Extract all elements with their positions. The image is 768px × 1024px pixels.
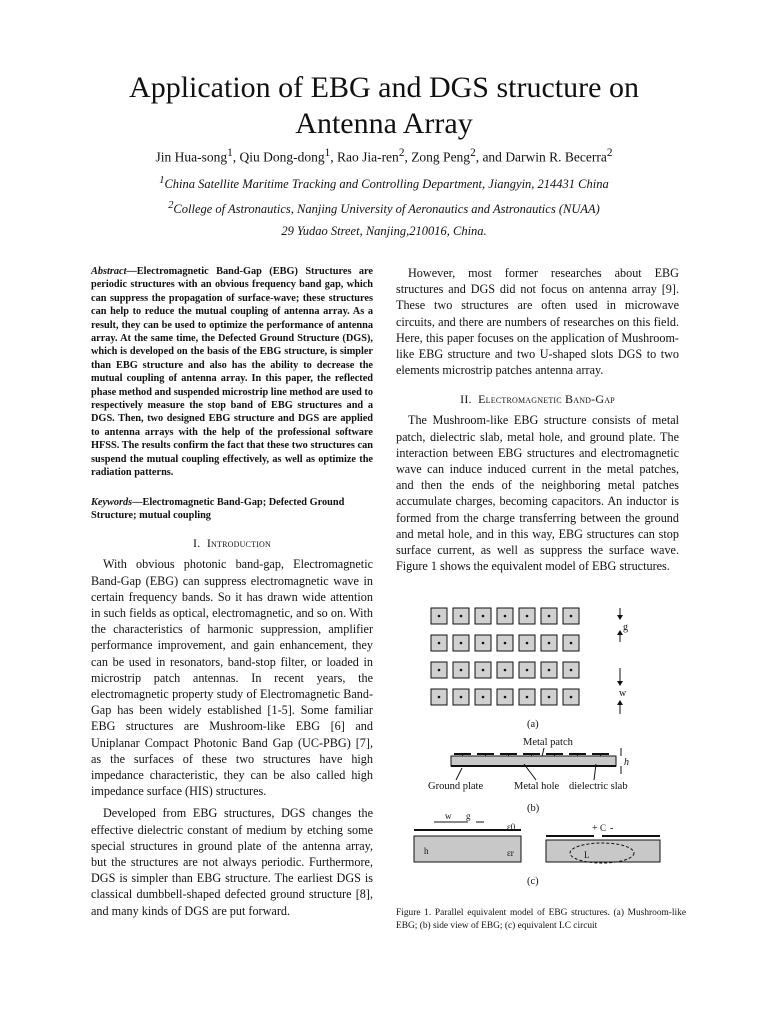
via-dot [548,615,551,618]
label-a: (a) [527,719,539,730]
label-c: (c) [527,876,539,887]
metal-patch-label: Metal patch [523,737,573,748]
affiliation-3 [84,224,684,239]
g-label: g [623,622,628,633]
c-label: C [600,823,607,833]
paragraph: However, most former researches about EBG structures and DGS did not focus on antenna array [9]. These two structures are often used in microwave circuits, and there are numbers of researches on this field. Here, this paper focuses on the application of Mushroom-like EBG structure and two U-shaped slots DGS to two elements microstrip patches antenna array. [396,266,679,378]
author: Darwin R. Becerra [505,149,607,165]
via-dot [460,642,463,645]
figure-1-caption: Figure 1. Parallel equivalent model of EBG structures. (a) Mushroom-like EBG; (b) side view of EBG; (c) equivalent LC circuit [396,908,686,931]
w-label: w [619,688,627,699]
affiliation-sup: 2 [168,200,174,211]
epsr-label: εr [507,848,514,858]
via-dot [482,615,485,618]
g-label-c: g [466,811,471,821]
author: Qiu Dong-dong [239,149,325,165]
label-b: (b) [527,803,540,814]
via-dot [482,642,485,645]
via-dot [526,669,529,672]
dielectric-slab [451,756,616,766]
abstract-lead: Abstract [91,266,127,277]
via-dot [570,615,573,618]
lc-left [414,822,521,862]
w-label-c: w [445,811,452,821]
via-dot [504,615,507,618]
right-column [396,265,679,574]
author-sep: , [404,149,412,165]
via-dot [526,642,529,645]
h-label: h [624,757,629,768]
patch-grid [431,608,579,705]
h-label-c: h [424,846,429,856]
via-dot [570,642,573,645]
keywords-lead: Keywords [91,496,133,508]
via-dot [460,669,463,672]
via-dot [460,615,463,618]
affiliation-2 [84,200,684,217]
metal-hole-label: Metal hole [514,781,560,792]
author-sup: 1 [227,147,233,159]
section-numeral: I. [193,536,201,551]
via-dot [570,669,573,672]
abstract [91,265,373,480]
affiliation-text: China Satellite Maritime Tracking and Controlling Department, Jiangyin, 214431 China [164,177,609,192]
author-sup: 1 [324,147,331,159]
via-dot [504,696,507,699]
author-sup: 2 [470,147,476,159]
author: Zong Peng [411,149,471,165]
via-dot [438,615,441,618]
via-dot [548,696,551,699]
section-title: Introduction [206,536,271,551]
lc-right [546,836,660,863]
via-dot [504,642,507,645]
affiliation-text: 29 Yudao Street, Nanjing,210016, China. [281,224,487,238]
paper-title [84,70,684,142]
via-dot [504,669,507,672]
section-title: Electromagnetic Band-Gap [478,392,615,407]
l-label: L [584,850,590,860]
keywords-text: —Electromagnetic Band-Gap; Defected Ground Structure; mutual coupling [91,496,345,521]
section-numeral: II. [460,392,472,407]
paragraph: With obvious photonic band-gap, Electromagnetic Band-Gap (EBG) can suppress electromagnetic wave in certain frequency bands. So it has drawn wide attention in such fields as optical, electromagnetic, and so on. With the characteristics of harmonic suppression, amplifier performance improvement, and gain enhancement, they can be used in resonators, band-stop filter, or loaded in microstrip patch antennas. In recent years, the electromagnetic property study of Electromagnetic Band-Gap has been widely established [1-5]. Some familiar EBG structures are Mushroom-like EBG [6] and Uniplanar Compact Photonic Band Gap (UC-PBG) [7], as the surfaces of these two structures have high impedance characteristic, they can be also called high impedance surface (HIS) structures. [91,557,373,799]
author-sep: , [330,149,337,165]
eps0-label: ε0 [507,822,516,832]
via-dot [526,615,529,618]
left-column [91,265,373,919]
paragraph: The Mushroom-like EBG structure consists of metal patch, dielectric slab, metal hole, and ground plate. The interaction between EBG structures and electromagnetic wave can induce induced current in the metal patches, and then the ends of the neighboring metal patches accumulate charges, becoming capacitors. An inductor is formed from the charge transferring between the ground and metal hole, and in this way, EBG structures can stop surface current, as well as suppress the surface wave. Figure 1 shows the equivalent model of EBG structures. [396,413,679,574]
affiliation-sup: 1 [159,175,165,186]
figure-1 [396,598,686,908]
author: Jin Hua-song [155,149,228,165]
via-dot [548,642,551,645]
affiliation-text: College of Astronautics, Nanjing University of Aeronautics and Astronautics (NUAA) [173,202,600,217]
author-sep: , [232,149,240,165]
via-dot [438,642,441,645]
via-dot [482,696,485,699]
author-sep: , and [475,149,506,165]
via-dot [438,696,441,699]
plus-label: + [592,823,598,834]
figure-1-svg [396,598,686,908]
keywords [91,496,373,523]
author-list [84,147,684,166]
title-line-1: Application of EBG and DGS structure on [129,71,639,104]
author-sup: 2 [606,147,613,159]
via-dot [548,669,551,672]
author-sup: 2 [398,147,405,159]
abstract-text: —Electromagnetic Band-Gap (EBG) Structures are periodic structures with an obvious frequency band gap, which can suppress the propagation of surface-wave; these structures can help to reduce the mutual coupling of antenna array. As a result, they can be used to optimize the performance of antenna array. At the same time, the Defected Ground Structure (DGS), which is developed on the basis of the EBG structure, is simpler than EBG structure and also has the ability to decrease the mutual coupling of antenna array. In this paper, the reflected phase method and suspended microstrip line method are used to respectively measure the stop band of EBG structures and a DGS. Then, two designed EBG structure and DGS are applied to antenna arrays with the help of the professional software HFSS. The results confirm the fact that these two structures can suspend the mutual coupling effectively, as well as optimize the radiation patterns. [91,266,373,479]
via-dot [570,696,573,699]
author: Rao Jia-ren [336,149,399,165]
title-line-2: Antenna Array [295,107,473,140]
affiliation-1 [84,175,684,192]
via-dot [482,669,485,672]
via-dot [526,696,529,699]
ground-plate-label: Ground plate [428,781,484,792]
section-heading-ebg [396,392,679,407]
dielectric-slab-label: dielectric slab [569,781,628,792]
via-dot [438,669,441,672]
paragraph: Developed from EBG structures, DGS changes the effective dielectric constant of medium by etching some special structures in ground plate of the antenna array, but the structures are not always periodic. Furthermore, DGS is simpler than EBG structure. The earliest DGS is classical dumbbell-shaped defected ground structure [8], and many kinds of DGS are put forward. [91,806,373,918]
section-heading-introduction [91,536,373,551]
via-dot [460,696,463,699]
minus-label: - [610,823,614,834]
